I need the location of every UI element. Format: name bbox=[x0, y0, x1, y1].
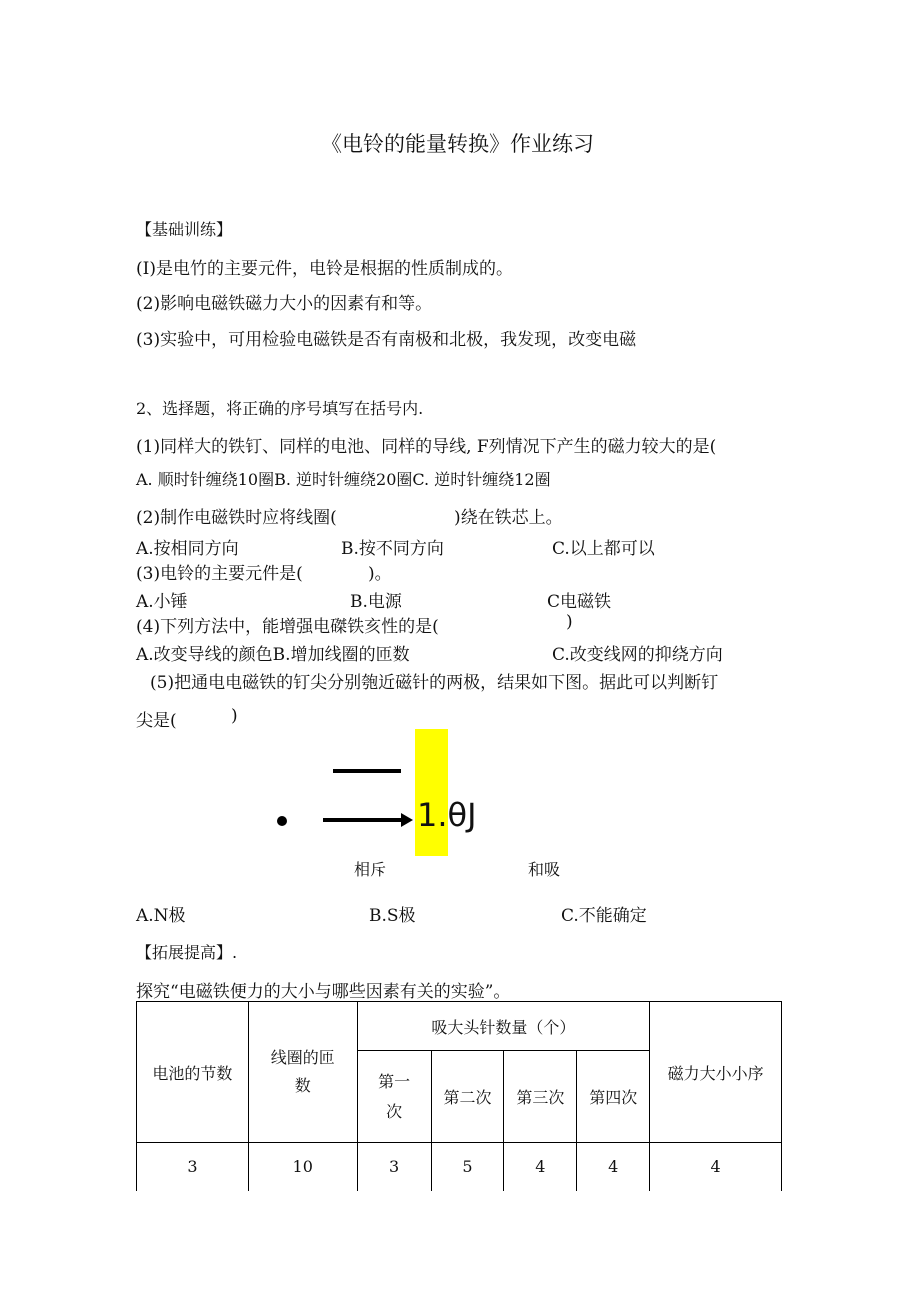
header-battery-count: 电池的节数 bbox=[137, 1002, 249, 1143]
header-trial-4: 第四次 bbox=[577, 1051, 650, 1143]
question-1-3: (3)实验中，可用检验电磁铁是否有南极和北极，我发现，改变电磁 bbox=[136, 330, 637, 350]
cell-order: 4 bbox=[650, 1143, 782, 1191]
figure-dot bbox=[277, 816, 287, 826]
cell-coil: 10 bbox=[248, 1143, 357, 1191]
cell-trial-3: 4 bbox=[504, 1143, 577, 1191]
question-2-2-stem-start: (2)制作电磁铁时应将线圈( bbox=[136, 508, 337, 528]
question-2-2-option-b[interactable]: B.按不同方向 bbox=[341, 539, 444, 559]
header-trial-1-line1: 第一 bbox=[378, 1071, 411, 1091]
question-2-2-stem-end: )绕在铁芯上。 bbox=[454, 508, 563, 528]
question-2-5-stem: (5)把通电电磁铁的钉尖分别匏近磁针的两极，结果如下图。据此可以判断钉 bbox=[150, 673, 719, 693]
header-trial-1-line2: 次 bbox=[386, 1101, 403, 1121]
cell-trial-2: 5 bbox=[431, 1143, 504, 1191]
question-2-5-option-c[interactable]: C.不能确定 bbox=[561, 906, 647, 926]
header-trial-2: 第二次 bbox=[431, 1051, 504, 1143]
header-coil-turns-line1: 线圈的匝 bbox=[270, 1048, 335, 1067]
header-trial-3: 第三次 bbox=[504, 1051, 577, 1143]
figure-line-upper bbox=[333, 769, 401, 773]
question-2-2-option-c[interactable]: C.以上都可以 bbox=[552, 539, 655, 559]
page-title: 《电铃的能量转换》作业练习 bbox=[321, 132, 594, 156]
cell-trial-4: 4 bbox=[577, 1143, 650, 1191]
section-heading-extension: 【拓展提高】. bbox=[136, 943, 238, 962]
header-magnetic-order: 磁力大小小序 bbox=[650, 1002, 782, 1143]
question-2-4-stem-end: ) bbox=[566, 612, 573, 632]
question-2-1-options: A. 顺时针缠绕10圈B. 逆时针缠绕20圈C. 逆时针缠绕12圈 bbox=[136, 470, 551, 489]
experiment-intro: 探究“电磁铁便力的大小与哪些因素有关的实验”。 bbox=[136, 982, 511, 1002]
question-2-2-option-a[interactable]: A.按相同方向 bbox=[136, 539, 239, 559]
figure-label-attract: 和吸 bbox=[528, 860, 561, 879]
figure-label-repel: 相斥 bbox=[354, 860, 387, 879]
question-2-3-option-c[interactable]: C电磁铁 bbox=[547, 592, 612, 612]
question-1-1: (I)是电竹的主要元件，电铃是根据的性质制成的。 bbox=[136, 259, 513, 279]
question-2-4-options-ab[interactable]: A.改变导线的颜色B.增加线圈的匝数 bbox=[136, 645, 410, 665]
section-heading-choice: 2、选择题，将正确的序号填写在括号内. bbox=[136, 399, 424, 418]
question-2-5-stem-line2-end: ) bbox=[231, 706, 238, 726]
figure-text: 1.θJ bbox=[417, 796, 477, 834]
experiment-table bbox=[136, 1001, 782, 1191]
figure-line-lower bbox=[323, 818, 403, 822]
figure-arrow-tip bbox=[401, 813, 413, 827]
question-2-3-option-a[interactable]: A.小锤 bbox=[136, 592, 188, 612]
header-coil-turns-line2: 数 bbox=[294, 1076, 311, 1095]
section-heading-basic: 【基础训练】 bbox=[136, 220, 233, 239]
header-coil-turns bbox=[248, 1002, 357, 1143]
question-2-5-option-a[interactable]: A.N极 bbox=[136, 906, 186, 926]
header-trial-1 bbox=[357, 1051, 431, 1143]
question-2-4-option-c[interactable]: C.改变线网的抑绕方向 bbox=[552, 645, 723, 665]
highlight-bar bbox=[415, 729, 448, 856]
table-row bbox=[137, 1143, 782, 1191]
question-2-4-stem-start: (4)下列方法中，能增强电磔铁亥性的是( bbox=[136, 617, 439, 637]
cell-battery: 3 bbox=[137, 1143, 249, 1191]
cell-trial-1: 3 bbox=[357, 1143, 431, 1191]
question-2-3-stem-end: )。 bbox=[368, 564, 392, 584]
header-pin-count: 吸大头针数量（个） bbox=[357, 1002, 650, 1051]
question-2-3-stem-start: (3)电铃的主要元件是( bbox=[136, 564, 303, 584]
question-2-5-option-b[interactable]: B.S极 bbox=[369, 906, 416, 926]
question-2-3-option-b[interactable]: B.电源 bbox=[350, 592, 402, 612]
question-1-2: (2)影响电磁铁磁力大小的因素有和等。 bbox=[136, 294, 433, 314]
question-2-1-stem: (1)同样大的铁钉、同样的电池、同样的导线, F列情况下产生的磁力较大的是( bbox=[136, 437, 717, 457]
question-2-5-stem-line2-start: 尖是( bbox=[136, 711, 177, 731]
